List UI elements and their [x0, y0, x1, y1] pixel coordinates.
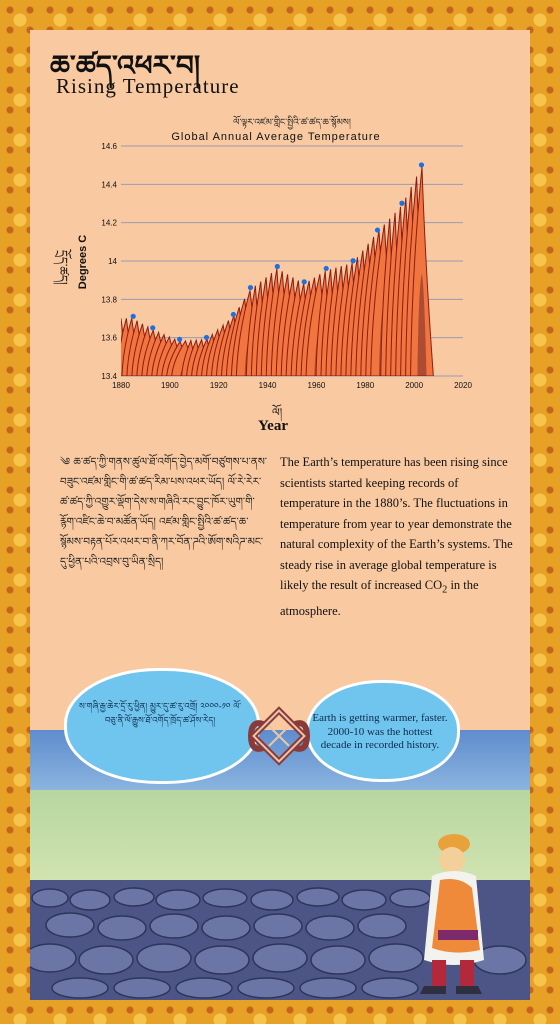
x-tick-label: 1900 — [160, 381, 179, 390]
title-tibetan: ཆ་ཚད་འཕར་བ། — [50, 49, 201, 82]
data-point — [131, 314, 136, 319]
y-axis-title-tibetan: དྲོད་ཚད། — [56, 250, 70, 285]
english-paragraph-end: in the atmosphere. — [280, 578, 479, 618]
x-tick-label: 1940 — [258, 381, 277, 390]
x-tick-label: 2000 — [405, 381, 424, 390]
co2-subscript: 2 — [442, 584, 448, 596]
chart-caption-tibetan: ལོ་ལྟར་འཛམ་གླིང་སྤྱིའི་ཚ་ཚད་ཆ་སྙོམས། — [233, 118, 351, 128]
y-tick-label: 13.6 — [101, 333, 117, 343]
content-panel — [30, 30, 530, 730]
data-point — [204, 335, 209, 340]
english-paragraph-text: The Earth’s temperature has been rising since scientists started keeping records of temperature in the 1880’s. The fluctuations in temperature from year to year demonstrate the natural complexity of the Earth’s systems. The steady rise in average global temperature is likely the result of increased CO — [280, 455, 513, 592]
data-point — [248, 285, 253, 290]
y-tick-label: 14 — [108, 257, 117, 266]
data-point — [150, 325, 155, 330]
bubble-text-english: Earth is getting warmer, faster. 2000-10 was the hottest decade in recorded history. — [312, 712, 448, 751]
x-tick-label: 1960 — [307, 381, 326, 390]
data-point — [275, 264, 280, 269]
y-tick-label: 14.2 — [101, 218, 117, 228]
data-point — [375, 227, 380, 232]
bubble-text-tibetan: ས་གཞི་རྒྱ་ཆེར་དྲོ་རུ་ཕྱིན། མྱུར་དུ་ཚ་རུ་འགྲོ། ༢༠༠༠-༡༠ ལོ་བཅུ་ནི་ལོ་རྒྱུས་ཐོ་འགོད་ཁྲོད་ཚ་ཤོས་རེད། — [78, 702, 242, 726]
data-point — [350, 258, 355, 263]
data-point — [399, 201, 404, 206]
y-tick-label: 13.8 — [101, 295, 117, 305]
y-axis-title: Degrees C — [77, 234, 89, 290]
x-tick-label: 2020 — [454, 381, 472, 390]
x-tick-label: 1980 — [356, 381, 375, 390]
y-tick-label: 14.6 — [101, 142, 117, 151]
x-tick-label: 1920 — [209, 381, 228, 390]
data-point — [324, 266, 329, 271]
y-tick-label: 13.4 — [101, 372, 117, 381]
temperature-chart — [30, 30, 530, 450]
endless-knot-icon — [243, 700, 315, 772]
data-point — [231, 312, 236, 317]
flame-area — [112, 167, 433, 376]
y-tick-label: 14.4 — [101, 180, 117, 190]
data-point — [419, 162, 424, 167]
data-point — [302, 279, 307, 284]
x-tick-label: 1880 — [112, 381, 130, 390]
chart-title: Global Annual Average Temperature — [171, 131, 381, 143]
tibetan-paragraph: ༄ ཆ་ཚད་ཀྱི་གནས་ཚུལ་ཐོ་འགོད་བྱེད་མགོ་བཙུགས་པ་ནས་བཟུང་འཛམ་གླིང་གི་ཚ་ཚད་རིམ་པས་འཕར་ཡོད། ལོ་རེ་རེར་ཚ་ཚད་ཀྱི་འགྱུར་ལྡོག་དེས་ས་གཞིའི་རང་བྱུང་ཁོར་ཡུག་གི་རྙོག་འཛིང་ཆེ་བ་མཚོན་ཡོད། འཛམ་གླིང་སྤྱིའི་ཚ་ཚད་ཆ་སྙོམས་བརྟན་པོར་འཕར་བ་ནི་ཀར་བོན་ཌའི་ཨོག་སའིཌ་མང་དུ་ཕྱིན་པའི་འབྲས་བུ་ཡིན་སྲིད། — [60, 456, 268, 568]
data-point — [177, 337, 182, 342]
x-axis-title: Year — [258, 418, 288, 434]
page-title: Rising Temperature — [56, 74, 240, 98]
english-paragraph — [280, 452, 520, 622]
x-axis-title-tibetan: ལོ། — [272, 406, 283, 419]
villager-illustration — [410, 830, 500, 1000]
